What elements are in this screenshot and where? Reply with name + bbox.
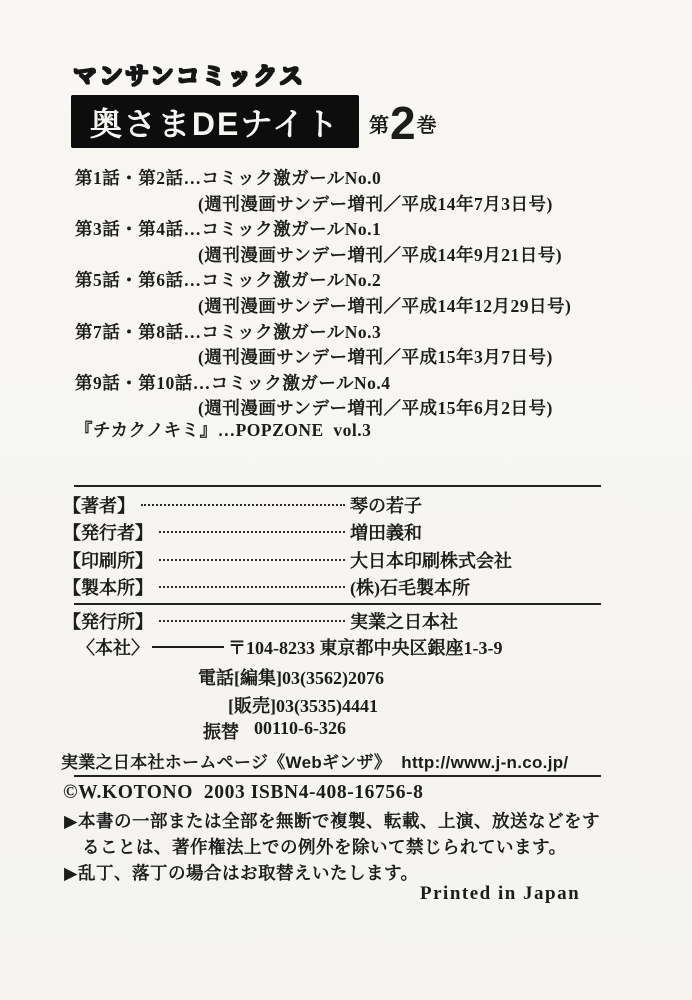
- head-office-line: [77, 633, 502, 661]
- dotted-leader: [141, 504, 345, 506]
- dotted-leader: [159, 531, 345, 533]
- postal-transfer-label: 振替: [203, 722, 239, 742]
- chapter-episodes: 第9話・第10話…コミック激ガールNo.4: [75, 372, 391, 393]
- chapter-source: (週刊漫画サンデー増刊／平成15年6月2日号): [198, 398, 553, 419]
- chapter-entry: [75, 320, 571, 371]
- volume-suffix: 巻: [416, 114, 437, 137]
- credit-label: 【発行者】: [63, 523, 153, 544]
- notice-defective-copy: ▶乱丁、落丁の場合はお取替えいたします。: [64, 863, 419, 883]
- title-box: [71, 95, 359, 148]
- credit-row-issuer: [63, 519, 600, 547]
- credit-row-binder: [63, 574, 600, 602]
- chapter-episodes: 第1話・第2話…コミック激ガールNo.0: [75, 168, 382, 188]
- book-title: 奥さまDEナイト: [89, 105, 341, 142]
- phone-sales: [販売]03(3535)4441: [228, 696, 378, 716]
- publisher-name: 実業之日本社: [350, 611, 458, 632]
- volume-prefix: 第: [369, 114, 389, 137]
- notice-copyright-line2: ることは、著作権法上での例外を除いて禁じられています。: [82, 836, 567, 857]
- credit-label: 【印刷所】: [63, 550, 153, 571]
- chapter-source: (週刊漫画サンデー増刊／平成14年12月29日号): [198, 295, 572, 316]
- volume-number: 2: [390, 97, 416, 149]
- chapter-source: (週刊漫画サンデー増刊／平成14年7月3日号): [198, 193, 553, 214]
- series-logo: マンサンコミックス: [73, 63, 306, 90]
- printed-in-japan: Printed in Japan: [420, 883, 581, 904]
- divider-top: [74, 485, 601, 487]
- credit-label: 【製本所】: [63, 578, 153, 599]
- credit-row-author: [63, 491, 600, 519]
- chapter-entry: [75, 371, 571, 422]
- chapter-source-list: [75, 166, 571, 422]
- chapter-entry: [75, 166, 571, 217]
- chapter-source: (週刊漫画サンデー増刊／平成14年9月21日号): [198, 244, 563, 265]
- credit-label: 【著者】: [63, 495, 135, 516]
- credit-row-printer: [63, 546, 600, 574]
- head-office-label: 〈本社〉: [77, 638, 149, 658]
- credit-value: 琴の若子: [350, 495, 422, 516]
- legal-notices: [64, 809, 600, 887]
- dotted-leader: [159, 620, 345, 622]
- chapter-entry: [75, 268, 571, 319]
- credit-label: 【発行所】: [63, 611, 153, 632]
- chapter-entry: [75, 217, 571, 268]
- copyright-isbn-line: ©W.KOTONO 2003 ISBN4-408-16756-8: [63, 782, 424, 803]
- credit-value: (株)石毛製本所: [350, 578, 470, 599]
- notice-copyright-line1: ▶本書の一部または全部を無断で複製、転載、上演、放送などをす: [64, 811, 600, 831]
- dash-leader: [152, 646, 224, 649]
- postal-address: 〒104-8233 東京都中央区銀座1-3-9: [228, 638, 503, 658]
- chapter-episodes: 第7話・第8話…コミック激ガールNo.3: [75, 321, 382, 342]
- postal-transfer-line: [203, 718, 346, 744]
- credit-value: 増田義和: [350, 523, 422, 544]
- publisher-homepage: 実業之日本社ホームページ《Webギンザ》 http://www.j-n.co.jp/: [61, 753, 569, 772]
- chapter-source: (週刊漫画サンデー増刊／平成15年3月7日号): [198, 347, 553, 368]
- extra-work-credit: 『チカクノキミ』…POPZONE vol.3: [75, 420, 372, 440]
- chapter-episodes: 第5話・第6話…コミック激ガールNo.2: [75, 270, 382, 291]
- divider-middle: [74, 603, 601, 605]
- postal-transfer-number: 00110-6-326: [254, 718, 346, 738]
- dotted-leader: [159, 586, 345, 588]
- credit-value: 大日本印刷株式会社: [350, 550, 512, 571]
- credits-table: [63, 491, 600, 601]
- volume-label: [369, 97, 437, 149]
- chapter-episodes: 第3話・第4話…コミック激ガールNo.1: [75, 219, 382, 240]
- divider-bottom: [74, 775, 601, 777]
- phone-editorial: 電話[編集]03(3562)2076: [198, 668, 384, 688]
- credit-row-publisher: [63, 607, 600, 635]
- dotted-leader: [159, 559, 345, 561]
